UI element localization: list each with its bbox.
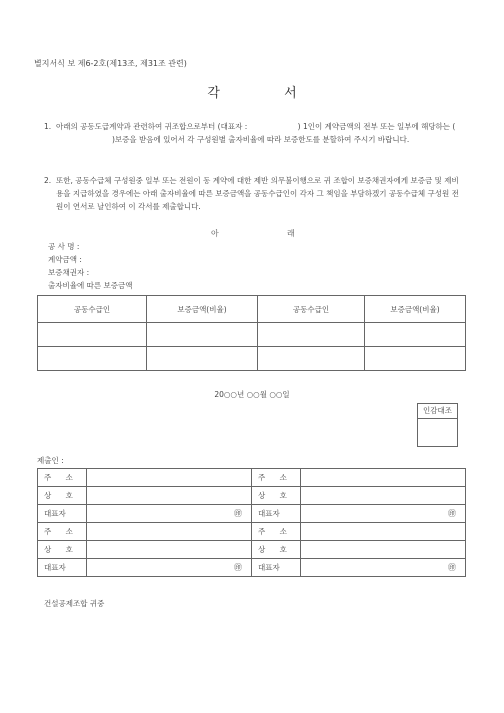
representative-label: 대표자: [38, 505, 87, 523]
table-row: [38, 505, 466, 523]
address-label: 주 소: [252, 523, 301, 541]
paragraph-1-text-b: ) 1인이 계약금액의 전부 또는 일부에 해당하는 (: [297, 122, 456, 131]
share-table-header: [38, 296, 466, 323]
share-cell[interactable]: [258, 323, 365, 347]
page-title: 각 서: [207, 86, 327, 101]
seal-mark: ㊞: [448, 563, 456, 572]
address-label: 주 소: [38, 523, 87, 541]
field-guarantee-by-share: 출자비율에 따른 보증금액: [48, 281, 133, 290]
paragraph-2-number: 2.: [44, 176, 52, 185]
address-label: 주 소: [38, 469, 87, 487]
date-line: 20○○년 ○○월 ○○일: [214, 390, 290, 399]
representative-value[interactable]: [301, 559, 466, 577]
notes-heading-b: 래: [287, 229, 295, 238]
share-cell[interactable]: [147, 323, 258, 347]
share-table: [37, 295, 466, 371]
footer-recipient: 건설공제조합 귀중: [44, 599, 105, 608]
company-label: 상 호: [38, 487, 87, 505]
seal-mark: ㊞: [234, 509, 242, 518]
header-amount-1: 보증금액(비율): [147, 296, 258, 323]
table-row: [38, 541, 466, 559]
header-amount-2: 보증금액(비율): [365, 296, 466, 323]
representative-value[interactable]: [87, 559, 252, 577]
seal-verification-box: [417, 403, 458, 447]
representative-label: 대표자: [38, 559, 87, 577]
share-cell[interactable]: [365, 347, 466, 371]
paragraph-1: [44, 120, 464, 146]
address-value[interactable]: [87, 523, 252, 541]
company-label: 상 호: [252, 487, 301, 505]
seal-verification-label: 인감대조: [418, 404, 457, 419]
share-cell[interactable]: [38, 323, 147, 347]
seal-mark: ㊞: [234, 563, 242, 572]
share-cell[interactable]: [38, 347, 147, 371]
table-row: [38, 469, 466, 487]
header-cosupplier-2: 공동수급인: [258, 296, 365, 323]
company-value[interactable]: [87, 487, 252, 505]
address-label: 주 소: [252, 469, 301, 487]
table-row: [38, 347, 466, 371]
share-cell[interactable]: [258, 347, 365, 371]
field-contract-amount: 계약금액 :: [48, 255, 82, 264]
representative-label: 대표자: [252, 505, 301, 523]
notes-heading-a: 아: [211, 229, 219, 238]
table-row: [38, 487, 466, 505]
paragraph-1-text-a: 아래의 공동도급계약과 관련하여 귀조합으로부터 (대표자 :: [56, 122, 250, 131]
paragraph-1-number: 1.: [44, 122, 52, 131]
company-label: 상 호: [252, 541, 301, 559]
address-value[interactable]: [87, 469, 252, 487]
contract-fields: [48, 240, 132, 292]
representative-value[interactable]: [87, 505, 252, 523]
share-cell[interactable]: [365, 323, 466, 347]
representative-label: 대표자: [252, 559, 301, 577]
representative-value[interactable]: [301, 505, 466, 523]
company-value[interactable]: [87, 541, 252, 559]
field-guarantee-creditor: 보증채권자 :: [48, 268, 90, 277]
field-project-name: 공 사 명 :: [48, 242, 80, 251]
paragraph-1-text-c: )보증을 받음에 있어서 각 구성원별 출자비율에 따라 보증한도를 분할하여 주시기 바랍니다.: [112, 135, 410, 144]
header-cosupplier-1: 공동수급인: [38, 296, 147, 323]
submitter-label: 제출인 :: [37, 456, 64, 465]
share-cell[interactable]: [147, 347, 258, 371]
address-value[interactable]: [301, 469, 466, 487]
address-value[interactable]: [301, 523, 466, 541]
table-row: [38, 323, 466, 347]
paragraph-2-text: 또한, 공동수급체 구성원중 일부 또는 전원이 동 계약에 대한 제반 의무불이행으로 귀 조합이 보증채권자에게 보증금 및 제비용을 지급하였을 경우에는 아래 출자비율에 따른 보증금액을 공동수급인이 각자 그 책임을 부담하겠기 공동수급체 구성원 전원이 연서로 날인하여 이 각서를 제출합니다.: [56, 176, 459, 211]
table-row: [38, 523, 466, 541]
company-label: 상 호: [38, 541, 87, 559]
company-value[interactable]: [301, 541, 466, 559]
company-value[interactable]: [301, 487, 466, 505]
form-number: 별지서식 보 제6-2호(제13조, 제31조 관련): [34, 59, 187, 68]
seal-mark: ㊞: [448, 509, 456, 518]
paragraph-2: [44, 174, 464, 213]
signer-table: [37, 468, 466, 577]
table-row: [38, 559, 466, 577]
